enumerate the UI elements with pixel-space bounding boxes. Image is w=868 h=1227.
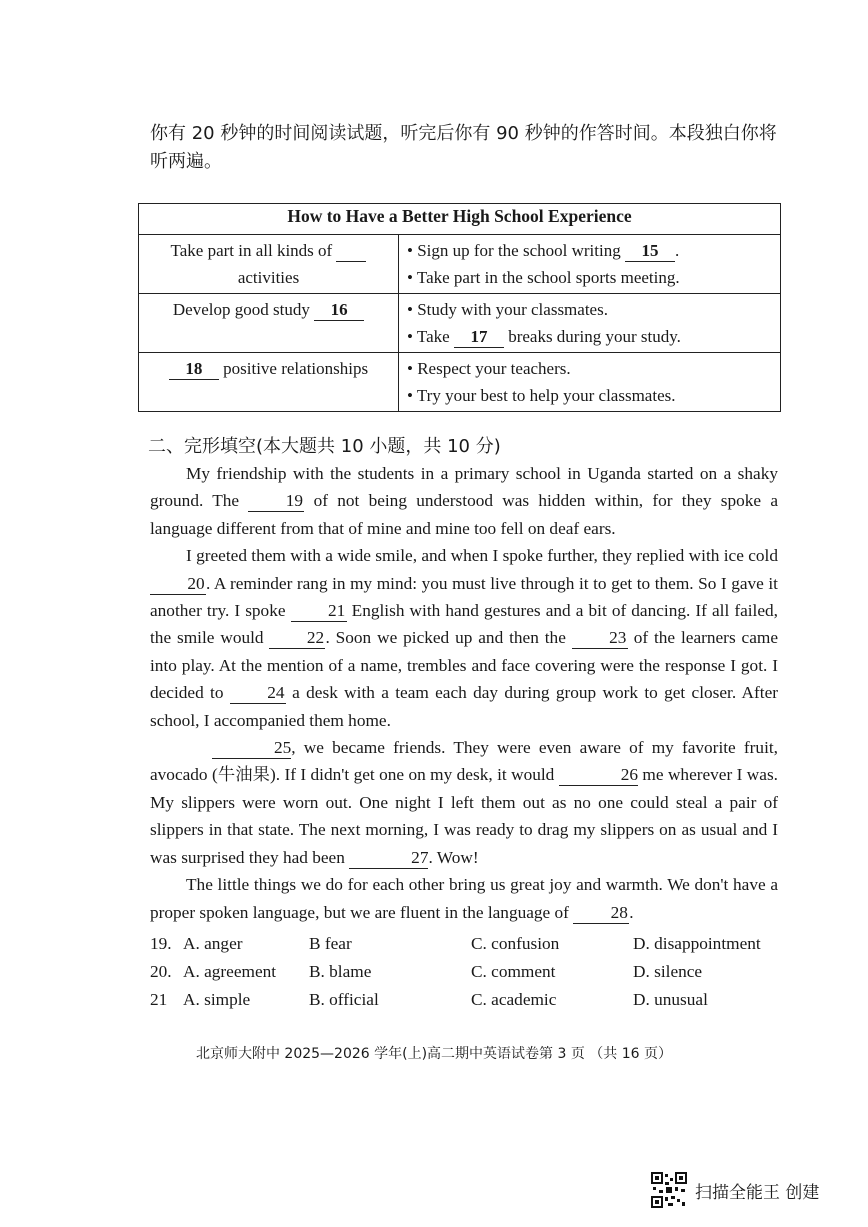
paragraph: My friendship with the students in a primary school in Uganda started on a shaky ground. The 19 of not being understood was hidden within, for they spoke a language different from that of mine and mine too fell on deaf ears. <box>150 464 779 538</box>
question-number: 21 <box>150 990 168 1009</box>
option-a[interactable]: A. anger <box>183 934 243 953</box>
answer-blank-20[interactable]: 20 <box>150 574 206 595</box>
option-a[interactable]: A. agreement <box>183 962 277 981</box>
table-row <box>139 353 781 412</box>
question-number: 19. <box>150 934 172 953</box>
scanner-watermark <box>651 1172 819 1208</box>
option-d[interactable]: D. disappointment <box>633 934 761 953</box>
option-c[interactable]: C. comment <box>471 962 556 981</box>
paragraph: I greeted them with a wide smile, and when I spoke further, they replied with ice cold 20. A reminder rang in my mind: you must live through it to get to them. So I gave it another try. I spoke 21 English with hand gestures and a bit of dancing. If all failed, the smile would 22. Soon we picked up and then the 23 of the learners came into play. At the mention of a name, trembles and face covering were the response I got. I decided to 24 a desk with a team each day during group work to get closer. After school, I accompanied them home. <box>150 546 779 730</box>
instruction-line-1: 你有 20 秒钟的时间阅读试题，听完后你有 90 秒钟的作答时间。本段独白你将 <box>150 123 777 144</box>
question-number: 20. <box>150 962 172 981</box>
experience-table <box>138 203 781 412</box>
table-row <box>139 235 781 294</box>
option-b[interactable]: B fear <box>309 934 352 953</box>
option-b[interactable]: B. blame <box>309 962 372 981</box>
cloze-passage <box>150 460 778 926</box>
answer-blank[interactable] <box>336 241 366 262</box>
answer-blank-15[interactable]: 15 <box>625 241 675 262</box>
page-footer: 北京师大附中 2025—2026 学年(上)高二期中英语试卷第 3 页 （共 16 页） <box>195 1046 673 1062</box>
answer-blank-27[interactable]: 27 <box>349 848 428 869</box>
answer-blank-18[interactable]: 18 <box>169 359 219 380</box>
answer-blank-25[interactable]: 25 <box>212 738 291 759</box>
answer-blank-23[interactable]: 23 <box>572 628 628 649</box>
table-cell-right: • Study with your classmates. • Take 17 breaks during your study. <box>399 294 781 353</box>
answer-blank-26[interactable]: 26 <box>559 765 638 786</box>
option-b[interactable]: B. official <box>309 990 379 1009</box>
answer-blank-28[interactable]: 28 <box>573 903 629 924</box>
listening-instructions <box>150 120 790 176</box>
answer-blank-22[interactable]: 22 <box>269 628 325 649</box>
answer-blank-16[interactable]: 16 <box>314 300 364 321</box>
section-heading: 二、完形填空(本大题共 10 小题，共 10 分) <box>148 436 501 457</box>
option-c[interactable]: C. confusion <box>471 934 560 953</box>
answer-blank-17[interactable]: 17 <box>454 327 504 348</box>
option-d[interactable]: D. silence <box>633 962 703 981</box>
answer-blank-21[interactable]: 21 <box>291 601 347 622</box>
option-a[interactable]: A. simple <box>183 990 251 1009</box>
option-row <box>150 986 790 1014</box>
scanner-label: 扫描全能王 创建 <box>695 1182 820 1203</box>
option-row <box>150 930 790 958</box>
table-cell-left: 18 positive relationships <box>139 353 399 412</box>
table-cell-right: • Respect your teachers. • Try your best to help your classmates. <box>399 353 781 412</box>
option-d[interactable]: D. unusual <box>633 990 708 1009</box>
table-title: How to Have a Better High School Experience <box>139 204 781 235</box>
table-cell-left: Develop good study 16 <box>139 294 399 353</box>
answer-blank-19[interactable]: 19 <box>248 491 304 512</box>
paragraph: 25, we became friends. They were even aware of my favorite fruit, avocado (牛油果). If I didn't get one on my desk, it would 26 me wherever I was. My slippers were worn out. One night I left them out as no one could steal a pair of slippers in that state. The next morning, I was ready to drag my slippers on as usual and I was surprised they had been 27. Wow! <box>150 738 779 867</box>
table-cell-right: • Sign up for the school writing 15 . • Take part in the school sports meeting. <box>399 235 781 294</box>
table-row <box>139 294 781 353</box>
option-row <box>150 958 790 986</box>
answer-blank-24[interactable]: 24 <box>230 683 286 704</box>
paragraph: The little things we do for each other bring us great joy and warmth. We don't have a proper spoken language, but we are fluent in the language of 28. <box>150 875 778 922</box>
table-cell-left: Take part in all kinds of activities <box>139 235 399 294</box>
answer-options <box>150 930 790 1014</box>
qr-code-icon <box>651 1172 687 1208</box>
option-c[interactable]: C. academic <box>471 990 557 1009</box>
instruction-line-2: 听两遍。 <box>150 151 222 172</box>
